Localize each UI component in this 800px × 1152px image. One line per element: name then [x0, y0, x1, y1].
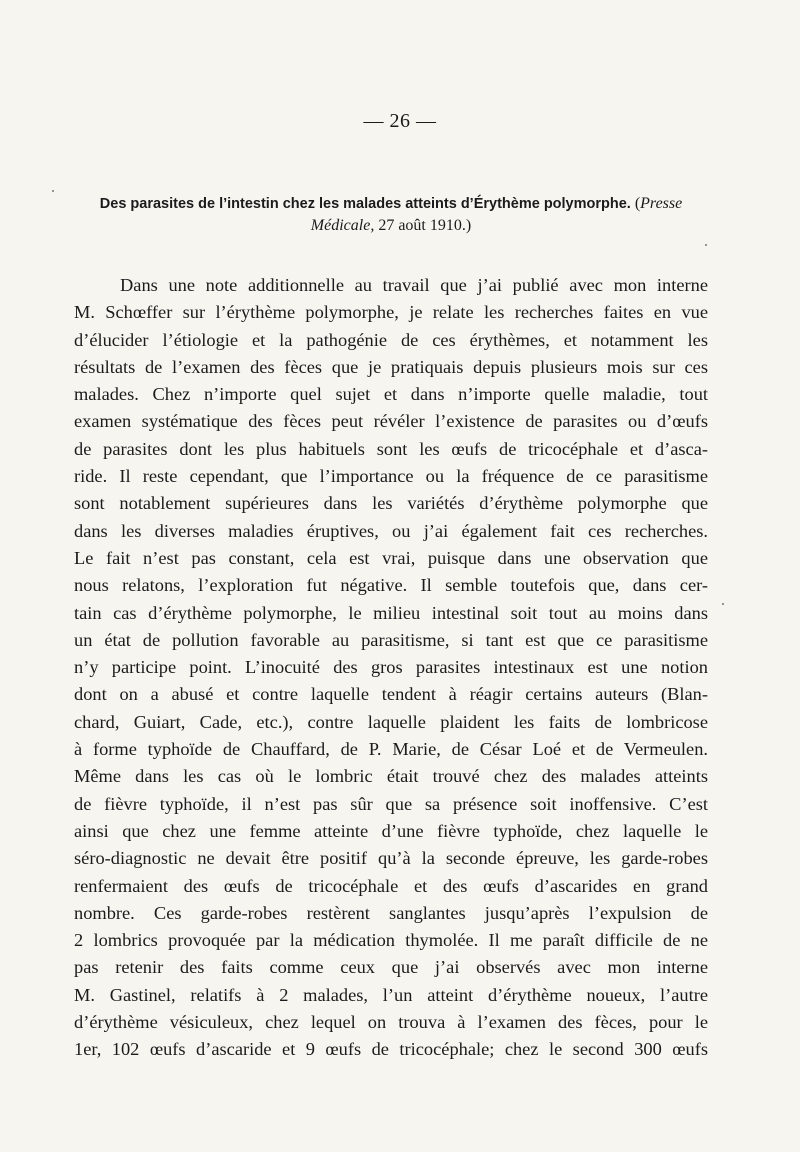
text-line: séro-diagnostic ne devait être positif qu’à la seconde épreuve, les garde-robes — [74, 848, 708, 869]
text-line: examen systématique des fèces peut révéler l’existence de parasites ou d’œufs — [74, 411, 708, 432]
text-line: nous relatons, l’exploration fut négative. Il semble toutefois que, dans cer- — [74, 575, 708, 596]
text-line: d’élucider l’étiologie et la pathogénie de ces érythèmes, et notamment les — [74, 329, 708, 350]
text-line: Le fait n’est pas constant, cela est vrai, puisque dans une observation que — [74, 547, 708, 568]
text-line: dans les diverses maladies éruptives, ou j’ai également fait ces recherches. — [74, 520, 708, 541]
text-line: de fièvre typhoïde, il n’est pas sûr que sa présence soit inoffensive. C’est — [74, 793, 708, 814]
page-number: — 26 — — [363, 110, 437, 132]
text-line: Dans une note additionnelle au travail que j’ai publié avec mon interne — [120, 275, 708, 295]
text-line: renfermaient des œufs de tricocéphale et des œufs d’ascarides en grand — [74, 875, 708, 896]
print-speck — [722, 603, 724, 605]
text-line: M. Schœffer sur l’érythème polymorphe, je relate les recherches faites en vue — [74, 302, 708, 323]
text-line: d’érythème vésiculeux, chez lequel on trouva à l’examen des fèces, pour le — [74, 1012, 708, 1033]
text-line: 2 lombrics provoquée par la médication thymolée. Il me paraît difficile de ne — [74, 930, 708, 951]
text-line: M. Gastinel, relatifs à 2 malades, l’un atteint d’érythème noueux, l’autre — [74, 984, 708, 1005]
text-line: ride. Il reste cependant, que l’importance ou la fréquence de ce parasitisme — [74, 466, 708, 487]
body-text — [74, 272, 708, 1064]
text-line: sont notablement supérieures dans les variétés d’érythème polymorphe que — [74, 493, 708, 514]
print-speck — [52, 190, 54, 192]
source-journal-part2: Médicale, — [310, 217, 375, 234]
article-heading — [74, 193, 708, 237]
article-title: Des parasites de l’intestin chez les malades atteints d’Érythème polymorphe. — [99, 196, 631, 212]
text-line: ainsi que chez une femme atteinte d’une fièvre typhoïde, chez laquelle le — [74, 820, 708, 841]
print-speck — [705, 244, 707, 246]
source-open-paren: ( — [634, 195, 641, 212]
text-line: n’y participe point. L’inocuité des gros parasites intestinaux est une notion — [74, 657, 708, 678]
text-line: chard, Guiart, Cade, etc.), contre laquelle plaident les faits de lombricose — [74, 711, 708, 732]
source-journal-part1: Presse — [640, 195, 683, 212]
text-line: dont on a abusé et contre laquelle tendent à réagir certains auteurs (Blan- — [74, 684, 708, 705]
text-line: pas retenir des faits comme ceux que j’ai observés avec mon interne — [74, 957, 708, 978]
text-line: 1er, 102 œufs d’ascaride et 9 œufs de tricocéphale; chez le second 300 œufs — [74, 1039, 708, 1060]
text-line: à forme typhoïde de Chauffard, de P. Marie, de César Loé et de Vermeulen. — [74, 739, 708, 760]
text-line: tain cas d’érythème polymorphe, le milieu intestinal soit tout au moins dans — [74, 602, 708, 623]
text-line: résultats de l’examen des fèces que je pratiquais depuis plusieurs mois sur ces — [74, 356, 708, 377]
text-line: Même dans les cas où le lombric était trouvé chez des malades atteints — [74, 766, 708, 787]
text-line: un état de pollution favorable au parasitisme, si tant est que ce parasitisme — [74, 629, 708, 650]
text-line: de parasites dont les plus habituels sont les œufs de tricocéphale et d’asca- — [74, 438, 708, 459]
text-line: nombre. Ces garde-robes restèrent sanglantes jusqu’après l’expulsion de — [74, 902, 708, 923]
text-line: malades. Chez n’importe quel sujet et dans n’importe quelle maladie, tout — [74, 384, 708, 405]
source-date: 27 août 1910.) — [378, 217, 472, 234]
